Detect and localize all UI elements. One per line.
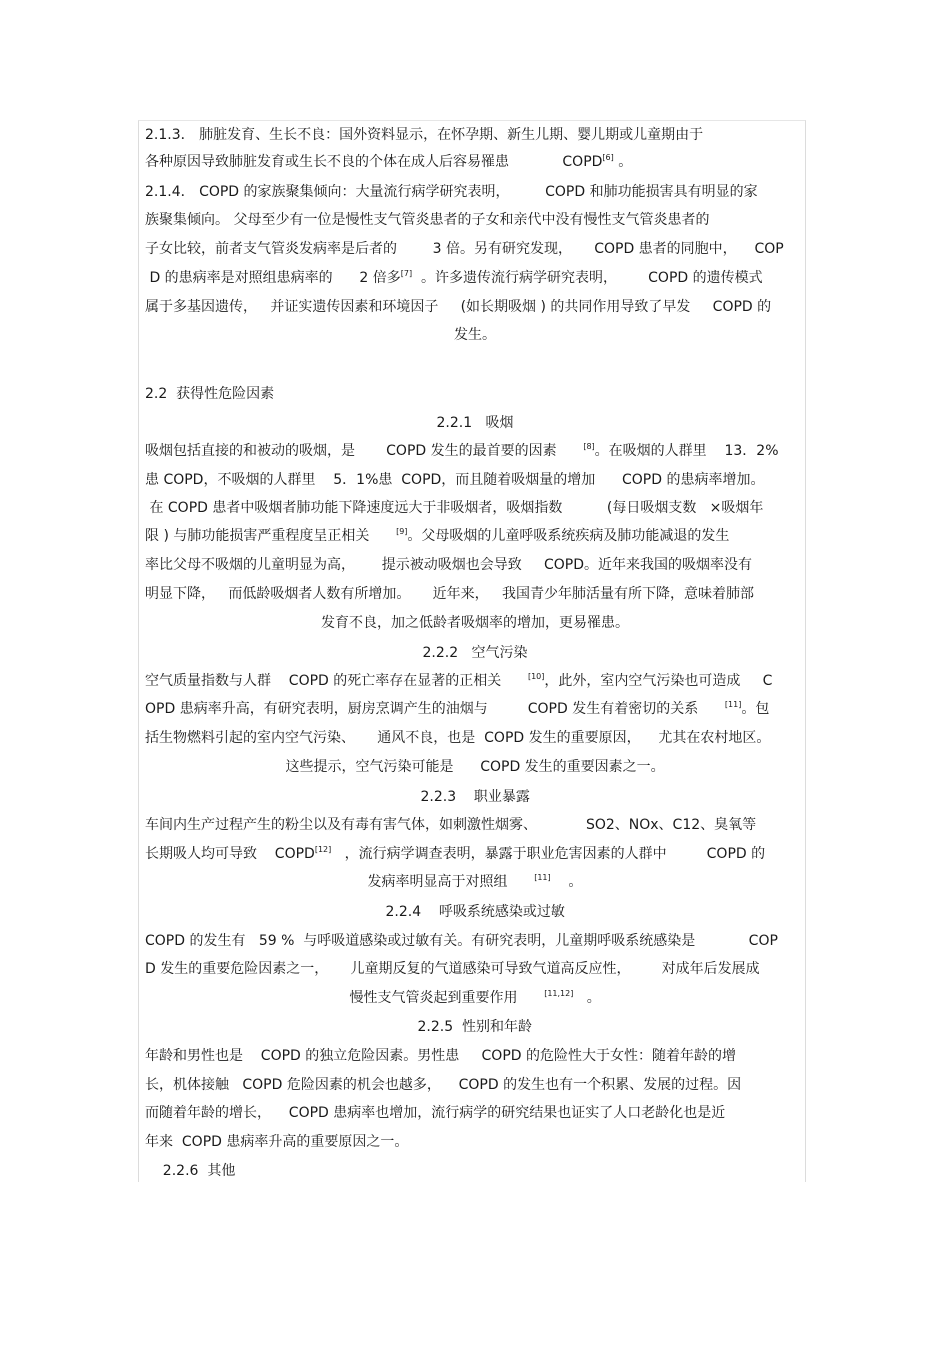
text-line	[145, 557, 752, 573]
line-text: 明显下降， 而低龄吸烟者人数有所增加。 近年来， 我国青少年肺活量有所下降，意味着肺部	[145, 586, 754, 602]
text-line	[421, 789, 530, 805]
line-text: 限 ) 与肺功能损害严重程度呈正相关	[145, 528, 397, 544]
citation-ref: [12]	[314, 845, 332, 854]
text-line	[145, 472, 764, 488]
citation-ref: [11]	[724, 700, 742, 709]
line-text: 2.2 获得性危险因素	[145, 386, 275, 402]
line-text: D 的患病率是对照组患病率的 2 倍多	[145, 270, 401, 286]
text-line	[145, 1134, 408, 1150]
line-text-after: 。	[550, 874, 583, 890]
line-text: 2.2.2 空气污染	[422, 645, 528, 661]
citation-ref: [11,12]	[544, 989, 574, 998]
text-line	[286, 759, 665, 775]
line-text: OPD 患病率升高，有研究表明，厨房烹调产生的油烟与 COPD 发生有着密切的关系	[145, 701, 725, 717]
line-text: 2.1.3． 肺脏发育、生长不良：国外资料显示，在怀孕期、新生儿期、婴儿期或儿童期由于	[145, 127, 704, 143]
citation-ref: [9]	[396, 527, 408, 536]
text-line	[145, 730, 770, 746]
text-line	[350, 990, 601, 1006]
line-text: 发病率明显高于对照组	[367, 874, 535, 890]
text-line	[145, 528, 729, 544]
line-text: 吸烟包括直接的和被动的吸烟，是 COPD 发生的最首要的因素	[145, 443, 584, 459]
line-text-after: 。包	[741, 701, 770, 717]
line-text: 属于多基因遗传， 并证实遗传因素和环境因子 (如长期吸烟 ) 的共同作用导致了早发 COPD 的	[145, 299, 772, 315]
line-text: 年来 COPD 患病率升高的重要原因之一。	[145, 1134, 409, 1150]
line-text-after: 。在吸烟的人群里 13．2%	[594, 443, 779, 459]
text-line	[145, 1048, 736, 1064]
citation-ref: [8]	[583, 442, 595, 451]
text-line	[145, 443, 779, 459]
text-line	[454, 327, 496, 343]
text-line	[145, 184, 758, 200]
text-line	[145, 961, 760, 977]
line-text: 慢性支气管炎起到重要作用	[349, 990, 545, 1006]
line-text: 2.2.5 性别和年龄	[417, 1019, 533, 1035]
text-line	[145, 386, 274, 402]
line-text: 发生。	[454, 327, 496, 343]
text-line	[145, 846, 765, 862]
text-line	[145, 299, 771, 315]
text-line	[145, 1163, 235, 1179]
line-text: 2.1.4． COPD 的家族聚集倾向：大量流行病学研究表明， COPD 和肺功能损害具有明显的家	[145, 184, 758, 200]
text-line	[145, 270, 763, 286]
line-text: 空气质量指数与人群 COPD 的死亡率存在显著的正相关	[145, 673, 528, 689]
citation-ref: [6]	[602, 153, 614, 162]
text-line	[386, 904, 565, 920]
line-text: 在 COPD 患者中吸烟者肺功能下降速度远大于非吸烟者，吸烟指数 (每日吸烟支数 ×吸烟年	[145, 500, 764, 516]
citation-ref: [11]	[534, 873, 551, 882]
text-line	[145, 212, 709, 228]
line-text-after: 。	[613, 154, 633, 170]
text-line	[145, 127, 703, 143]
line-text: D 发生的重要危险因素之一， 儿童期反复的气道感染可导致气道高反应性， 对成年后发展成	[145, 961, 760, 977]
text-line	[145, 673, 772, 689]
line-text: 各种原因导致肺脏发育或生长不良的个体在成人后容易罹患 COPD	[145, 154, 603, 170]
text-line	[321, 615, 629, 631]
line-text-after: 。	[573, 990, 601, 1006]
line-text: 率比父母不吸烟的儿童明显为高， 提示被动吸烟也会导致 COPD。近年来我国的吸烟率没有	[145, 557, 752, 573]
line-text: 族聚集倾向。 父母至少有一位是慢性支气管炎患者的子女和亲代中没有慢性支气管炎患者的	[145, 212, 710, 228]
line-text: 2.2.6 其他	[145, 1163, 236, 1179]
line-text: 这些提示，空气污染可能是 COPD 发生的重要因素之一。	[285, 759, 665, 775]
line-text: 患 COPD，不吸烟的人群里 5．1%患 COPD，而且随着吸烟量的增加 COPD 的患病率增加。	[145, 472, 765, 488]
line-text: 子女比较，前者支气管炎发病率是后者的 3 倍。另有研究发现， COPD 患者的同胞中， COP	[145, 241, 784, 257]
text-line	[145, 1105, 725, 1121]
line-text-after: 。许多遗传流行病学研究表明， COPD 的遗传模式	[412, 270, 763, 286]
line-text: 2.2.3 职业暴露	[420, 789, 530, 805]
text-line	[145, 586, 754, 602]
line-text: 长期吸人均可导致 COPD	[145, 846, 315, 862]
text-line	[418, 1019, 533, 1035]
citation-ref: [7]	[400, 269, 413, 278]
line-text-after: ，流行病学调查表明，暴露于职业危害因素的人群中 COPD 的	[331, 846, 766, 862]
line-text: 2.2.4 呼吸系统感染或过敏	[385, 904, 565, 920]
line-text: 车间内生产过程产生的粉尘以及有毒有害气体，如刺激性烟雾、 SO2、NOx、C12、臭氧等	[145, 817, 757, 833]
line-text: 年龄和男性也是 COPD 的独立危险因素。男性患 COPD 的危险性大于女性：随着年龄的增	[145, 1048, 736, 1064]
line-text: 长，机体接触 COPD 危险因素的机会也越多， COPD 的发生也有一个积累、发展的过程。因	[145, 1077, 742, 1093]
text-line	[145, 500, 763, 516]
text-line	[145, 817, 756, 833]
line-text: 括生物燃料引起的室内空气污染、 通风不良，也是 COPD 发生的重要原因， 尤其在农村地区。	[145, 730, 771, 746]
text-line	[145, 241, 784, 257]
text-line	[437, 415, 514, 431]
line-text-after: 。父母吸烟的儿童呼吸系统疾病及肺功能减退的发生	[407, 528, 730, 544]
line-text: 2.2.1 吸烟	[436, 415, 514, 431]
text-line	[145, 1077, 741, 1093]
text-line	[145, 933, 778, 949]
text-line	[368, 874, 583, 890]
line-text: COPD 的发生有 59 % 与呼吸道感染或过敏有关。有研究表明，儿童期呼吸系统感染是 COP	[145, 933, 778, 949]
text-line	[145, 154, 632, 170]
text-line	[145, 701, 769, 717]
text-line	[423, 645, 528, 661]
line-text: 而随着年龄的增长， COPD 患病率也增加，流行病学的研究结果也证实了人口老龄化也是近	[145, 1105, 726, 1121]
line-text-after: ，此外，室内空气污染也可造成 C	[544, 673, 773, 689]
citation-ref: [10]	[527, 672, 545, 681]
line-text: 发育不良，加之低龄者吸烟率的增加，更易罹患。	[321, 615, 629, 631]
